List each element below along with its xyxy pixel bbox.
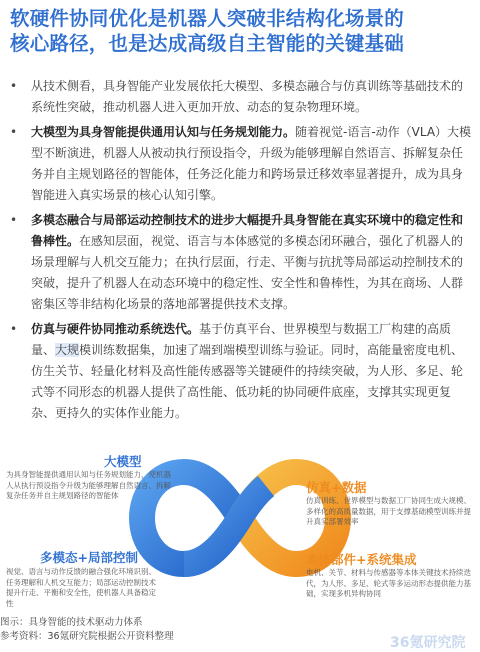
bullet-item [0,122,480,206]
simulation-label: 仿真+数据 [306,480,367,495]
multimodal-label: 多模态+局部控制 [40,550,138,565]
big-model-label: 大模型 [104,454,142,469]
hardware-label: 本体部件+系统集成 [306,552,417,567]
hardware-desc: 电机、关节、材料与传感器等本体关键技术持续迭代，为人形、多足、轮式等多运动形态提供能力基础，实现多机异构协同 [306,568,471,598]
tech-driver-diagram [0,448,480,618]
bullet-item [0,319,480,424]
bullet-lead: 多模态融合与局部运动控制技术的进步大幅提升具身智能在真实环境中的稳定性和鲁棒性。 [31,213,464,248]
title-line-2: 核心路径，也是达成高级自主智能的关键基础 [10,32,405,55]
multimodal-desc: 视觉、语言与动作反馈的融合强化环境识别、任务理解和人机交互能力；局部运动控制技术提升行走、平衡和安全性，使机器人具备稳定性 [6,567,156,608]
bullet-item [0,76,480,118]
bullet-text: 基于仿真平台、世界模型与数据工厂构建的高质量、 [31,322,452,357]
source-caption: 参考资料：36氪研究院根据公开资料整理 [0,631,174,642]
bullet-text: 从技术侧看，具身智能产业发展依托大模型、多模态融合与仿真训练等基础技术的系统性突破，推动机器人进入更加开放、动态的复杂物理环境。 [31,79,464,114]
bullet-item [0,210,480,315]
big-model-desc: 为具身智能提供通用认知与任务规划能力，使机器人从执行预设指令升级为能够理解自然语言、拆解复杂任务并自主规划路径的智能体 [6,470,171,500]
page-title [10,6,472,56]
bullet-list [0,76,480,424]
simulation-desc: 仿真训练、世界模型与数据工厂协同生成大规模、多样化的高质量数据，用于支撑基础模型训练并提升真实部署效率 [306,496,471,526]
figure-caption: 图示：具身智能的技术驱动力体系 [0,617,143,628]
watermark: 36氪研究院 [390,635,466,651]
bullet-dot-icon: • [10,125,18,139]
bullet-dot-icon: • [10,322,18,336]
highlighted-text: 大规 [55,343,80,357]
bullet-text-cont: 模训练数据集，加速了端到端模型训练与验证。同时，高能量密度电机、仿生关节、轻量化材料及高性能传感器等关键硬件的持续突破，为人形、多足、轮式等不同形态的机器人提供了高性能、低功耗的协同硬件底座，支撑其实现更复杂、更持久的实体作业能力。 [31,343,464,420]
bullet-lead: 仿真与硬件协同推动系统迭代。 [31,322,200,336]
bullet-text: 随着视觉-语言-动作（VLA）大模型不断演进，机器人从被动执行预设指令，升级为能够理解自然语言、拆解复杂任务并自主规划路径的智能体，任务泛化能力和跨场景迁移效率显著提升，成为具身智能进入真实场景的核心认知引擎。 [31,125,472,202]
bullet-text: 在感知层面，视觉、语言与本体感觉的多模态闭环融合，强化了机器人的场景理解与人机交互能力；在执行层面，行走、平衡与抗扰等局部运动控制技术的突破，提升了机器人在动态环境中的稳定性、安全性和鲁棒性，为其在商场、人群密集区等非结构化场景的落地部署提供技术支撑。 [31,234,464,311]
bullet-lead: 大模型为具身智能提供通用认知与任务规划能力。 [31,125,296,139]
bullet-dot-icon: • [10,213,18,227]
bullet-dot-icon: • [10,79,18,93]
title-line-1: 软硬件协同优化是机器人突破非结构化场景的 [10,7,405,30]
